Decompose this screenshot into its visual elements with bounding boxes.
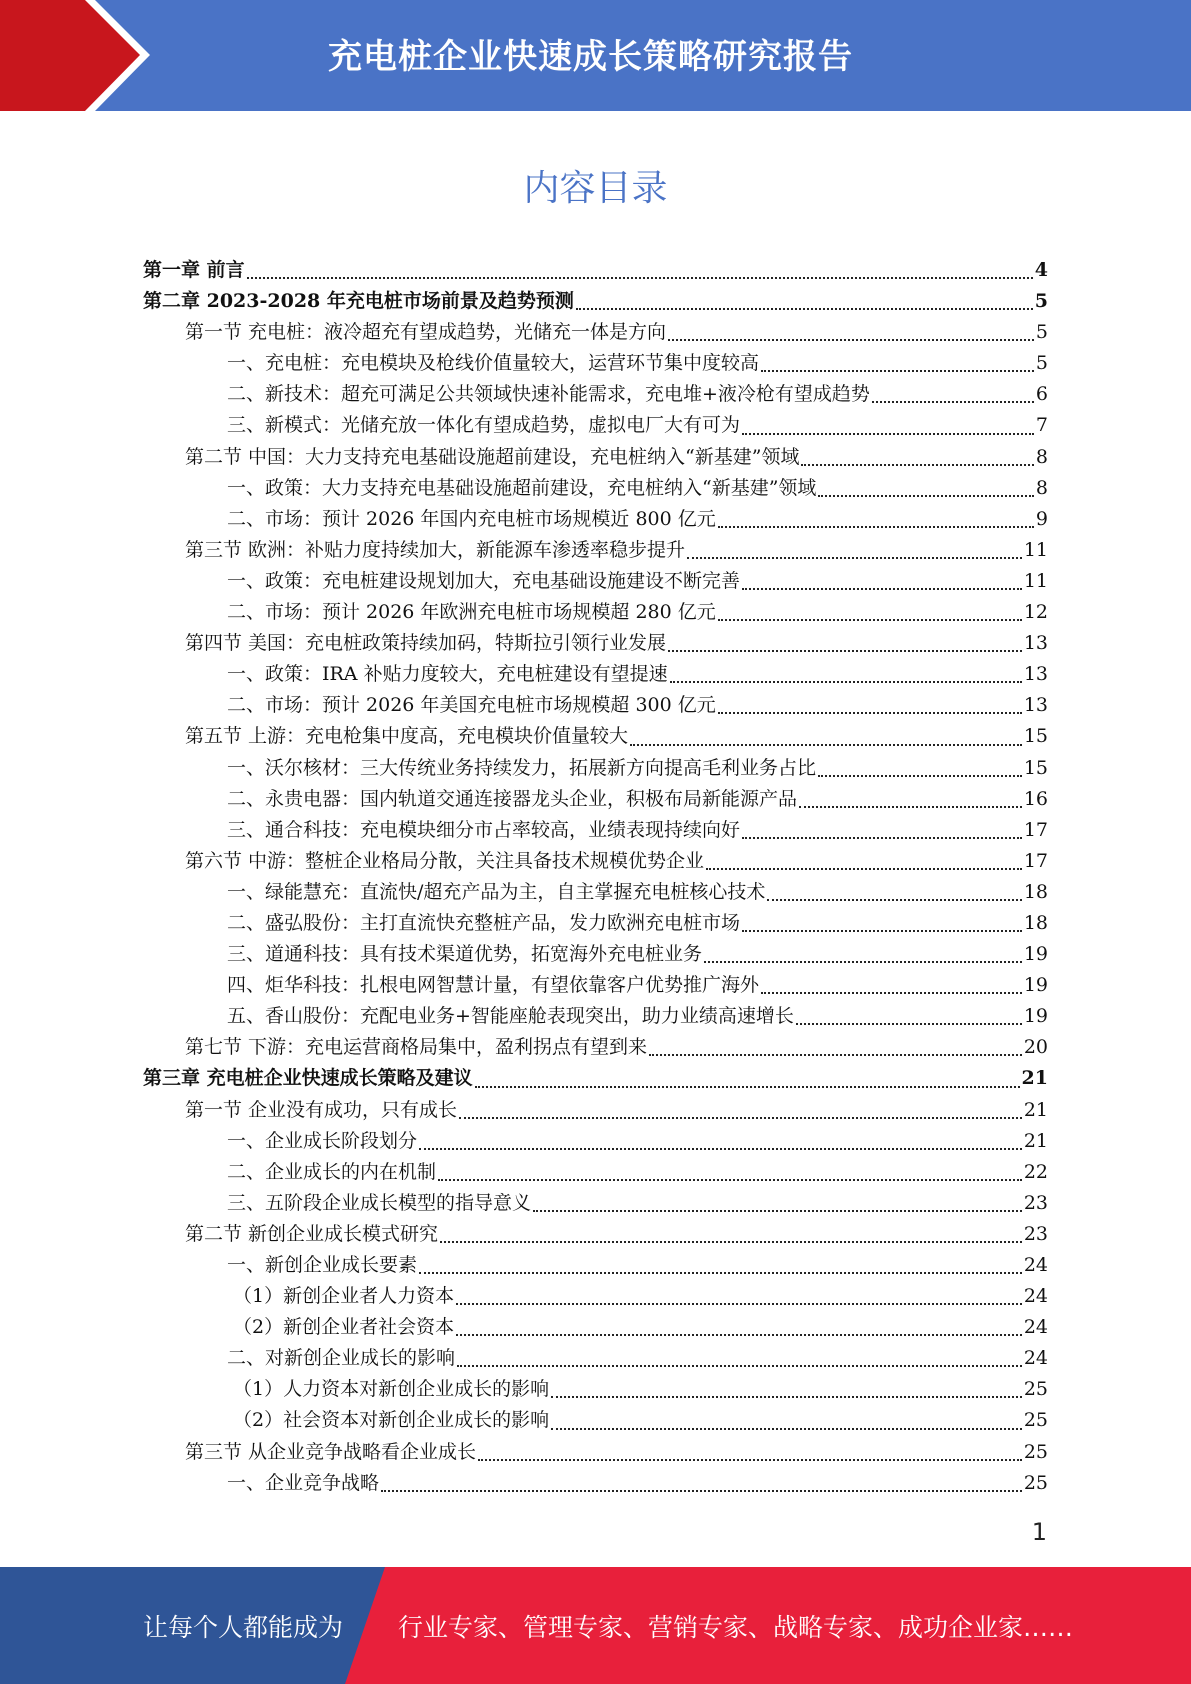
toc-entry[interactable] <box>143 1281 1048 1312</box>
toc-leader-dots <box>419 1271 1022 1274</box>
toc-leader-dots <box>459 1116 1022 1119</box>
toc-entry-page: 18 <box>1023 880 1048 903</box>
toc-entry-label: 第三节 欧洲：补贴力度持续加大，新能源车渗透率稳步提升 <box>185 538 686 561</box>
toc-entry-page: 8 <box>1035 445 1048 468</box>
toc-leader-dots <box>475 1085 1020 1088</box>
toc-entry[interactable] <box>143 379 1048 410</box>
toc-entry-page: 24 <box>1023 1285 1048 1308</box>
toc-leader-dots <box>438 1178 1022 1181</box>
toc-entry-label: 第七节 下游：充电运营商格局集中，盈利拐点有望到来 <box>185 1036 648 1059</box>
toc-entry[interactable] <box>143 1188 1048 1219</box>
toc-entry-page: 11 <box>1023 538 1048 561</box>
toc-leader-dots <box>668 649 1022 652</box>
toc-entry[interactable] <box>143 1219 1048 1250</box>
toc-entry-page: 24 <box>1023 1254 1048 1276</box>
toc-entry-page: 17 <box>1023 849 1048 872</box>
toc-leader-dots <box>799 805 1022 808</box>
toc-entry-label: 一、政策：IRA 补贴力度较大，充电桩建设有望提速 <box>227 663 668 686</box>
toc-entry[interactable] <box>143 877 1048 908</box>
toc-entry-page: 25 <box>1023 1409 1048 1432</box>
toc-entry[interactable] <box>143 504 1048 535</box>
toc-entry-page: 11 <box>1023 569 1048 592</box>
toc-entry-page: 5 <box>1034 290 1048 313</box>
toc-entry-label: 第二章 2023-2028 年充电桩市场前景及趋势预测 <box>143 290 574 313</box>
toc-entry-page: 12 <box>1023 601 1048 624</box>
toc-entry-label: （1）新创企业者人力资本 <box>233 1285 455 1308</box>
toc-entry-label: 三、新模式：光储充放一体化有望成趋势，虚拟电厂大有可为 <box>227 414 741 437</box>
toc-entry-label: 三、五阶段企业成长模型的指导意义 <box>227 1191 532 1214</box>
toc-leader-dots <box>381 1489 1022 1492</box>
toc-entry[interactable] <box>143 1405 1048 1436</box>
toc-entry-page: 19 <box>1023 1005 1048 1028</box>
toc-entry-label: 五、香山股份：充配电业务+智能座舱表现突出，助力业绩高速增长 <box>227 1005 794 1028</box>
toc-entry-label: 一、新创企业成长要素 <box>227 1254 418 1276</box>
toc-entry-page: 23 <box>1023 1191 1048 1214</box>
toc-leader-dots <box>718 711 1022 714</box>
toc-entry-page: 8 <box>1035 476 1048 499</box>
toc-entry-label: 第六节 中游：整桩企业格局分散，关注具备技术规模优势企业 <box>185 849 705 872</box>
toc-entry-page: 7 <box>1035 414 1048 437</box>
toc-entry-label: 第五节 上游：充电枪集中度高，充电模块价值量较大 <box>185 725 629 748</box>
toc-entry[interactable] <box>143 939 1048 970</box>
toc-entry-page: 6 <box>1035 383 1048 406</box>
toc-entry-label: 二、市场：预计 2026 年欧洲充电桩市场规模超 280 亿元 <box>227 601 716 624</box>
toc-entry-label: （1）人力资本对新创企业成长的影响 <box>233 1378 550 1401</box>
toc-entry[interactable] <box>143 846 1048 877</box>
toc-entry[interactable] <box>143 1157 1048 1188</box>
toc-entry-page: 23 <box>1023 1222 1048 1245</box>
toc-entry-label: 三、道通科技：具有技术渠道优势，拓宽海外充电桩业务 <box>227 943 703 966</box>
toc-leader-dots <box>649 1053 1022 1056</box>
toc-leader-dots <box>742 432 1034 435</box>
toc-entry-label: 第一章 前言 <box>143 259 245 281</box>
toc-entry[interactable] <box>143 1312 1048 1343</box>
toc-entry[interactable] <box>143 908 1048 939</box>
toc-entry[interactable] <box>143 566 1048 597</box>
toc-entry-page: 13 <box>1023 694 1048 717</box>
toc-entry-page: 21 <box>1023 1098 1048 1121</box>
toc-leader-dots <box>704 960 1022 963</box>
toc-entry-page: 25 <box>1023 1378 1048 1401</box>
toc-leader-dots <box>457 1364 1022 1367</box>
toc-entry-label: 第二节 中国：大力支持充电基础设施超前建设，充电桩纳入“新基建”领域 <box>185 445 800 468</box>
toc-entry-label: 一、绿能慧充：直流快/超充产品为主，自主掌握充电桩核心技术 <box>227 880 766 903</box>
toc-entry-page: 18 <box>1023 911 1048 934</box>
toc-entry-label: 二、市场：预计 2026 年美国充电桩市场规模超 300 亿元 <box>227 694 716 717</box>
toc-leader-dots <box>761 369 1034 372</box>
toc-leader-dots <box>419 1147 1022 1150</box>
page-header <box>0 0 1191 111</box>
toc-leader-dots <box>718 618 1022 621</box>
toc-entry[interactable] <box>143 1126 1048 1157</box>
toc-entry-page: 24 <box>1023 1347 1048 1370</box>
toc-leader-dots <box>801 463 1033 466</box>
toc-entry[interactable] <box>143 1001 1048 1032</box>
toc-entry-label: 二、新技术：超充可满足公共领域快速补能需求，充电堆+液冷枪有望成趋势 <box>227 383 870 406</box>
report-title: 充电桩企业快速成长策略研究报告 <box>328 37 853 77</box>
toc-entry-page: 17 <box>1023 818 1048 841</box>
toc-leader-dots <box>576 307 1033 310</box>
toc-entry-page: 20 <box>1023 1036 1048 1059</box>
toc-entry-label: 一、企业竞争战略 <box>227 1471 380 1494</box>
toc-entry[interactable] <box>143 970 1048 1001</box>
toc-entry-page: 13 <box>1023 663 1048 686</box>
toc-entry-label: 第三章 充电桩企业快速成长策略及建议 <box>143 1067 473 1090</box>
toc-entry[interactable] <box>143 1063 1048 1094</box>
toc-entry-page: 25 <box>1023 1440 1048 1463</box>
toc-leader-dots <box>456 1333 1022 1336</box>
toc-entry-label: （2）新创企业者社会资本 <box>233 1316 455 1339</box>
toc-entry[interactable] <box>143 721 1048 752</box>
toc-leader-dots <box>718 525 1034 528</box>
toc-leader-dots <box>670 680 1022 683</box>
toc-entry[interactable] <box>143 473 1048 504</box>
toc-entry-label: 第二节 新创企业成长模式研究 <box>185 1222 439 1245</box>
toc-entry[interactable] <box>143 1437 1048 1468</box>
toc-leader-dots <box>706 867 1022 870</box>
toc-leader-dots <box>551 1395 1022 1398</box>
toc-leader-dots <box>247 276 1033 279</box>
toc-entry-page: 25 <box>1023 1471 1048 1494</box>
toc-entry-label: 第三节 从企业竞争战略看企业成长 <box>185 1440 477 1463</box>
toc-entry[interactable] <box>143 317 1048 348</box>
toc-entry-label: 二、市场：预计 2026 年国内充电桩市场规模近 800 亿元 <box>227 507 716 530</box>
toc-leader-dots <box>761 991 1022 994</box>
toc-leader-dots <box>668 338 1034 341</box>
toc-entry-page: 9 <box>1035 507 1048 530</box>
toc-entry[interactable] <box>143 535 1048 566</box>
toc-entry-label: 四、炬华科技：扎根电网智慧计量，有望依靠客户优势推广海外 <box>227 974 760 997</box>
toc-entry-label: 一、充电桩：充电模块及枪线价值量较大，运营环节集中度较高 <box>227 352 760 375</box>
toc-entry-label: 一、政策：充电桩建设规划加大，充电基础设施建设不断完善 <box>227 569 741 592</box>
toc-entry-label: 一、政策：大力支持充电基础设施超前建设，充电桩纳入“新基建”领域 <box>227 476 817 499</box>
toc-entry[interactable] <box>143 659 1048 690</box>
toc-entry[interactable] <box>143 286 1048 317</box>
page-number: 1 <box>1031 1518 1047 1546</box>
toc-entry-label: 三、通合科技：充电模块细分市占率较高，业绩表现持续向好 <box>227 818 741 841</box>
toc-entry-page: 24 <box>1023 1316 1048 1339</box>
toc-entry[interactable] <box>143 784 1048 815</box>
toc-entry[interactable] <box>143 753 1048 784</box>
toc-entry-label: 一、沃尔核材：三大传统业务持续发力，拓展新方向提高毛利业务占比 <box>227 756 817 779</box>
toc-leader-dots <box>630 743 1022 746</box>
toc-entry[interactable] <box>143 1250 1048 1281</box>
page-footer <box>0 1567 1191 1684</box>
toc-entry-label: 二、盛弘股份：主打直流快充整桩产品，发力欧洲充电桩市场 <box>227 911 741 934</box>
toc-entry-page: 21 <box>1021 1067 1048 1090</box>
toc-entry-page: 19 <box>1023 974 1048 997</box>
footer-slogan-right: 行业专家、管理专家、营销专家、战略专家、成功企业家…… <box>398 1612 1074 1642</box>
toc-leader-dots <box>818 494 1033 497</box>
toc-entry-page: 15 <box>1023 756 1048 779</box>
toc-entry[interactable] <box>143 1343 1048 1374</box>
toc-entry[interactable] <box>143 1374 1048 1405</box>
toc-entry[interactable] <box>143 410 1048 441</box>
toc-leader-dots <box>551 1427 1022 1430</box>
toc-entry[interactable] <box>143 815 1048 846</box>
toc-entry-label: 第一节 企业没有成功，只有成长 <box>185 1098 458 1121</box>
toc-entry-page: 21 <box>1023 1129 1048 1152</box>
toc-entry-page: 19 <box>1023 943 1048 966</box>
toc-entry-page: 5 <box>1035 321 1048 344</box>
toc-entry-page: 16 <box>1023 787 1048 810</box>
toc-entry-label: 第四节 美国：充电桩政策持续加码，特斯拉引领行业发展 <box>185 632 667 655</box>
toc-entry[interactable] <box>143 597 1048 628</box>
toc-leader-dots <box>796 1022 1022 1025</box>
toc-entry-label: 二、对新创企业成长的影响 <box>227 1347 456 1370</box>
toc-title: 内容目录 <box>523 168 668 209</box>
toc-leader-dots <box>478 1458 1022 1461</box>
toc-entry[interactable] <box>143 628 1048 659</box>
toc-entry[interactable] <box>143 442 1048 473</box>
toc-entry[interactable] <box>143 690 1048 721</box>
toc-leader-dots <box>818 774 1022 777</box>
toc-leader-dots <box>872 400 1034 403</box>
toc-entry[interactable] <box>143 255 1048 286</box>
toc-leader-dots <box>742 929 1022 932</box>
toc-entry-page: 5 <box>1035 352 1048 375</box>
toc-entry-page: 15 <box>1023 725 1048 748</box>
toc-leader-dots <box>742 587 1022 590</box>
toc-entry-label: 二、企业成长的内在机制 <box>227 1160 437 1183</box>
toc-entry[interactable] <box>143 348 1048 379</box>
toc-entry-page: 22 <box>1023 1160 1048 1183</box>
toc-leader-dots <box>742 836 1022 839</box>
toc-entry-label: 二、永贵电器：国内轨道交通连接器龙头企业，积极布局新能源产品 <box>227 787 798 810</box>
table-of-contents <box>143 255 1048 1499</box>
toc-leader-dots <box>533 1209 1022 1212</box>
header-title-wrap <box>150 0 1191 107</box>
footer-slogan-left: 让每个人都能成为 <box>143 1612 344 1642</box>
toc-entry[interactable] <box>143 1468 1048 1499</box>
toc-entry-label: （2）社会资本对新创企业成长的影响 <box>233 1409 550 1432</box>
toc-leader-dots <box>456 1302 1022 1305</box>
toc-entry-page: 4 <box>1034 259 1048 281</box>
toc-entry[interactable] <box>143 1032 1048 1063</box>
toc-leader-dots <box>767 898 1021 901</box>
toc-entry-page: 13 <box>1023 632 1048 655</box>
toc-entry-label: 一、企业成长阶段划分 <box>227 1129 418 1152</box>
toc-entry-label: 第一节 充电桩：液冷超充有望成趋势，光储充一体是方向 <box>185 321 667 344</box>
toc-entry[interactable] <box>143 1095 1048 1126</box>
toc-leader-dots <box>687 556 1022 559</box>
toc-leader-dots <box>440 1240 1022 1243</box>
